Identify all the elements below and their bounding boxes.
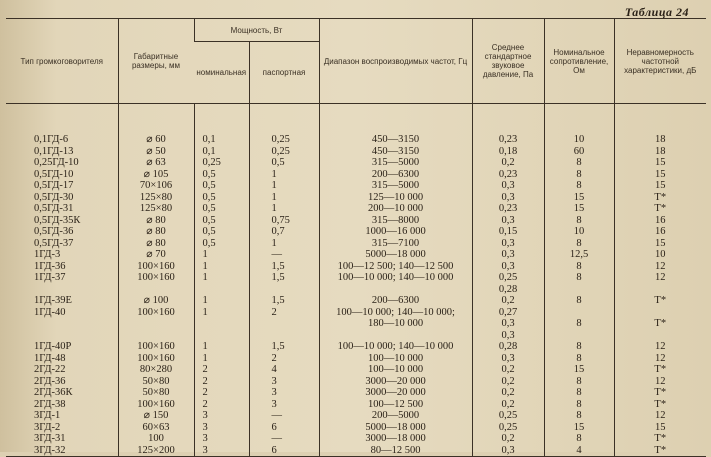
cell-type: 1ГД-48 [34, 352, 66, 364]
cell-sound-pressure: 0,2 [472, 376, 544, 388]
cell-power-passport [249, 284, 319, 296]
cell-type: 2ГД-38 [34, 398, 66, 410]
cell-type: 2ГД-36 [34, 375, 66, 387]
cell-frequency-range: 3000—20 000 [319, 387, 472, 399]
cell-unevenness: 12 [614, 410, 706, 422]
cell-unevenness: 16 [614, 215, 706, 227]
cell-power-passport: 1,5 [249, 295, 319, 307]
cell-power-nominal: 0,1 [194, 146, 249, 158]
cell-power-nominal: 0,25 [194, 157, 249, 169]
header-power-nominal: номинальная [194, 42, 249, 104]
cell-frequency-range: 1000—16 000 [319, 226, 472, 238]
cell-frequency-range: 5000—18 000 [319, 249, 472, 261]
cell-dims: 125×80 [118, 192, 194, 204]
cell-type: 0,25ГД-10 [34, 157, 79, 168]
cell-frequency-range: 100—10 000; 140—10 000 [319, 272, 472, 284]
cell-resistance [544, 284, 614, 296]
cell-unevenness: Т* [614, 192, 706, 204]
table-caption: Таблица 24 [624, 5, 689, 19]
cell-type: 0,5ГД-37 [34, 237, 74, 249]
cell-power-passport: 0,25 [249, 146, 319, 158]
table-row [6, 249, 706, 261]
cell-sound-pressure: 0,2 [472, 295, 544, 307]
cell-sound-pressure: 0,18 [472, 146, 544, 158]
cell-unevenness: 18 [614, 134, 706, 146]
cell-sound-pressure: 0,3 [472, 215, 544, 227]
cell-unevenness: Т* [614, 445, 706, 457]
cell-type: 1ГД-40Р [34, 341, 72, 352]
cell-unevenness: 15 [614, 180, 706, 192]
table-row [6, 284, 706, 296]
cell-frequency-range: 80—12 500 [319, 445, 472, 457]
cell-resistance: 15 [544, 192, 614, 204]
cell-power-passport: 1 [249, 180, 319, 192]
table-row [6, 341, 706, 353]
cell-power-nominal: 1 [194, 249, 249, 261]
cell-frequency-range [319, 330, 472, 342]
cell-power-nominal: 0,5 [194, 169, 249, 181]
cell-power-nominal [194, 330, 249, 342]
cell-resistance: 8 [544, 410, 614, 422]
cell-resistance: 8 [544, 376, 614, 388]
cell-type: 0,5ГД-17 [34, 180, 74, 191]
cell-resistance: 8 [544, 169, 614, 181]
cell-frequency-range: 100—10 000 [319, 364, 472, 376]
cell-type: 0,5ГД-35К [34, 214, 81, 226]
cell-dims: ⌀ 100 [118, 295, 194, 307]
cell-power-nominal: 0,5 [194, 226, 249, 238]
cell-sound-pressure: 0,3 [472, 238, 544, 250]
cell-dims: ⌀ 70 [118, 249, 194, 261]
cell-sound-pressure: 0,25 [472, 410, 544, 422]
cell-resistance: 8 [544, 272, 614, 284]
table-row [6, 238, 706, 250]
cell-resistance: 8 [544, 180, 614, 192]
cell-power-nominal: 2 [194, 387, 249, 399]
table-row [6, 376, 706, 388]
cell-power-passport: 3 [249, 399, 319, 411]
cell-sound-pressure: 0,3 [472, 261, 544, 273]
cell-unevenness [614, 307, 706, 319]
cell-unevenness: Т* [614, 433, 706, 445]
cell-sound-pressure: 0,3 [472, 330, 544, 342]
header-type: Тип громкоговорителя [6, 19, 118, 104]
cell-resistance: 10 [544, 226, 614, 238]
cell-power-nominal: 0,5 [194, 238, 249, 250]
header-power-passport: паспортная [249, 42, 319, 104]
cell-sound-pressure: 0,3 [472, 445, 544, 457]
cell-dims: 100×160 [118, 341, 194, 353]
cell-resistance: 15 [544, 364, 614, 376]
cell-type: 1ГД-3 [34, 249, 61, 260]
cell-type: 0,1ГД-13 [34, 145, 74, 157]
cell-type: 3ГД-1 [34, 410, 61, 421]
cell-power-passport: — [249, 410, 319, 422]
cell-type: 0,1ГД-6 [34, 134, 69, 145]
cell-dims: 100×160 [118, 399, 194, 411]
cell-type: 2ГД-36К [34, 387, 73, 398]
cell-power-nominal: 2 [194, 399, 249, 411]
cell-frequency-range: 200—10 000 [319, 203, 472, 215]
table-row [6, 399, 706, 411]
cell-power-passport: 0,75 [249, 215, 319, 227]
cell-frequency-range: 5000—18 000 [319, 422, 472, 434]
cell-sound-pressure: 0,2 [472, 157, 544, 169]
cell-unevenness: 10 [614, 249, 706, 261]
table-row [6, 203, 706, 215]
cell-power-passport: 1 [249, 203, 319, 215]
cell-frequency-range: 315—5000 [319, 180, 472, 192]
cell-unevenness: 12 [614, 376, 706, 388]
cell-dims: ⌀ 80 [118, 226, 194, 238]
cell-power-nominal [194, 318, 249, 330]
cell-power-passport [249, 318, 319, 330]
cell-frequency-range: 100—12 500; 140—12 500 [319, 261, 472, 273]
cell-dims: 100×160 [118, 307, 194, 319]
spacer-row [6, 104, 706, 135]
cell-unevenness: 15 [614, 169, 706, 181]
cell-dims: ⌀ 80 [118, 215, 194, 227]
cell-dims: 125×80 [118, 203, 194, 215]
cell-frequency-range: 200—6300 [319, 169, 472, 181]
cell-resistance: 60 [544, 146, 614, 158]
cell-resistance [544, 330, 614, 342]
cell-frequency-range: 125—10 000 [319, 192, 472, 204]
cell-frequency-range: 3000—20 000 [319, 376, 472, 388]
table-row [6, 261, 706, 273]
cell-power-passport: 6 [249, 422, 319, 434]
cell-dims: 50×80 [118, 387, 194, 399]
cell-resistance: 8 [544, 387, 614, 399]
cell-dims: 70×106 [118, 180, 194, 192]
cell-frequency-range: 450—3150 [319, 146, 472, 158]
cell-unevenness: 12 [614, 272, 706, 284]
cell-power-passport: 6 [249, 445, 319, 457]
cell-sound-pressure: 0,3 [472, 249, 544, 261]
cell-frequency-range: 100—12 500 [319, 399, 472, 411]
cell-frequency-range: 200—5000 [319, 410, 472, 422]
table-row [6, 134, 706, 146]
cell-type: 1ГД-39Е [34, 295, 72, 306]
cell-resistance: 8 [544, 157, 614, 169]
cell-unevenness: 12 [614, 353, 706, 365]
cell-type: 0,5ГД-10 [34, 168, 74, 180]
cell-power-nominal: 0,5 [194, 203, 249, 215]
cell-power-nominal: 0,5 [194, 215, 249, 227]
cell-power-passport: 3 [249, 376, 319, 388]
cell-sound-pressure: 0,23 [472, 134, 544, 146]
cell-power-nominal: 1 [194, 261, 249, 273]
cell-power-passport: 2 [249, 353, 319, 365]
cell-unevenness: Т* [614, 387, 706, 399]
cell-sound-pressure: 0,3 [472, 192, 544, 204]
cell-power-nominal: 0,5 [194, 180, 249, 192]
cell-dims: 100 [118, 433, 194, 445]
cell-dims: 100×160 [118, 353, 194, 365]
table-row [6, 307, 706, 319]
cell-power-passport: 4 [249, 364, 319, 376]
cell-power-passport: 0,7 [249, 226, 319, 238]
cell-dims: 80×280 [118, 364, 194, 376]
cell-unevenness: 15 [614, 238, 706, 250]
cell-resistance: 8 [544, 295, 614, 307]
cell-type [6, 318, 118, 330]
cell-power-nominal: 1 [194, 341, 249, 353]
cell-power-nominal: 1 [194, 307, 249, 319]
cell-power-nominal: 3 [194, 422, 249, 434]
header-range: Диапазон воспроизводимых частот, Гц [319, 19, 472, 104]
cell-power-passport: 0,25 [249, 134, 319, 146]
table-row [6, 364, 706, 376]
cell-dims [118, 318, 194, 330]
speaker-spec-table [6, 18, 706, 457]
cell-sound-pressure: 0,28 [472, 284, 544, 296]
cell-sound-pressure: 0,25 [472, 272, 544, 284]
cell-resistance: 15 [544, 422, 614, 434]
cell-unevenness: 18 [614, 146, 706, 158]
cell-sound-pressure: 0,25 [472, 422, 544, 434]
header-dims: Габаритные размеры, мм [118, 19, 194, 104]
header-power: Мощность, Вт [194, 19, 319, 42]
cell-frequency-range: 100—10 000 [319, 353, 472, 365]
cell-resistance: 8 [544, 399, 614, 411]
cell-unevenness: 15 [614, 157, 706, 169]
cell-resistance: 8 [544, 215, 614, 227]
header-unevenness: Неравномерность частотной характеристики, дБ [614, 19, 706, 104]
cell-sound-pressure: 0,2 [472, 387, 544, 399]
cell-type: 2ГД-22 [34, 364, 66, 375]
table-row [6, 445, 706, 457]
cell-frequency-range: 180—10 000 [319, 318, 472, 330]
cell-power-passport: 1,5 [249, 341, 319, 353]
cell-power-passport: 1,5 [249, 261, 319, 273]
table-row [6, 318, 706, 330]
cell-type: 0,5ГД-30 [34, 191, 74, 203]
cell-power-passport: 1 [249, 169, 319, 181]
cell-unevenness: 16 [614, 226, 706, 238]
cell-unevenness: 12 [614, 341, 706, 353]
cell-power-nominal: 3 [194, 433, 249, 445]
table-row [6, 433, 706, 445]
cell-sound-pressure: 0,15 [472, 226, 544, 238]
table-row [6, 353, 706, 365]
cell-frequency-range: 3000—18 000 [319, 433, 472, 445]
cell-type: 0,5ГД-36 [34, 226, 74, 237]
cell-resistance: 8 [544, 341, 614, 353]
cell-type [6, 284, 118, 296]
cell-unevenness: Т* [614, 364, 706, 376]
cell-type: 3ГД-2 [34, 421, 61, 433]
cell-dims: ⌀ 63 [118, 157, 194, 169]
cell-power-passport: — [249, 433, 319, 445]
table-body [6, 104, 706, 457]
cell-type: 3ГД-32 [6, 445, 118, 457]
cell-frequency-range: 315—7100 [319, 238, 472, 250]
cell-type [6, 330, 118, 342]
table-row [6, 410, 706, 422]
cell-unevenness: Т* [614, 399, 706, 411]
cell-power-passport: 1 [249, 192, 319, 204]
cell-frequency-range: 100—10 000; 140—10 000 [319, 341, 472, 353]
cell-resistance: 4 [544, 445, 614, 457]
cell-unevenness: Т* [614, 203, 706, 215]
cell-power-nominal: 0,5 [194, 192, 249, 204]
cell-dims: 60×63 [118, 422, 194, 434]
table-row [6, 387, 706, 399]
cell-resistance: 8 [544, 433, 614, 445]
table-row [6, 295, 706, 307]
cell-resistance: 12,5 [544, 249, 614, 261]
cell-dims: ⌀ 105 [118, 169, 194, 181]
cell-frequency-range: 315—8000 [319, 215, 472, 227]
table-row [6, 272, 706, 284]
table-row [6, 330, 706, 342]
cell-power-nominal: 0,1 [194, 134, 249, 146]
cell-sound-pressure: 0,2 [472, 364, 544, 376]
cell-sound-pressure: 0,2 [472, 433, 544, 445]
cell-resistance: 8 [544, 261, 614, 273]
cell-sound-pressure: 0,3 [472, 318, 544, 330]
cell-dims: ⌀ 150 [118, 410, 194, 422]
cell-dims: 100×160 [118, 261, 194, 273]
cell-dims: ⌀ 60 [118, 134, 194, 146]
table-row [6, 215, 706, 227]
cell-frequency-range: 315—5000 [319, 157, 472, 169]
cell-power-passport: — [249, 249, 319, 261]
cell-dims [118, 284, 194, 296]
cell-power-nominal: 3 [194, 445, 249, 457]
cell-type: 3ГД-31 [34, 433, 66, 444]
cell-unevenness [614, 330, 706, 342]
cell-type: 1ГД-36 [34, 260, 66, 272]
cell-power-passport: 3 [249, 387, 319, 399]
cell-frequency-range: 450—3150 [319, 134, 472, 146]
cell-power-nominal: 1 [194, 295, 249, 307]
header-pressure: Среднее стандартное звуковое давление, Па [472, 19, 544, 104]
header-resistance: Номинальное сопротивление, Ом [544, 19, 614, 104]
cell-sound-pressure: 0,2 [472, 399, 544, 411]
table-row [6, 157, 706, 169]
cell-resistance: 10 [544, 134, 614, 146]
cell-dims: ⌀ 50 [118, 146, 194, 158]
cell-power-nominal [194, 284, 249, 296]
cell-power-nominal: 3 [194, 410, 249, 422]
cell-resistance: 8 [544, 238, 614, 250]
cell-sound-pressure: 0,27 [472, 307, 544, 319]
cell-dims: 100×160 [118, 272, 194, 284]
cell-dims [118, 330, 194, 342]
cell-sound-pressure: 0,3 [472, 353, 544, 365]
cell-power-passport: 1 [249, 238, 319, 250]
cell-power-passport: 1,5 [249, 272, 319, 284]
cell-dims: ⌀ 80 [118, 238, 194, 250]
cell-unevenness: 15 [614, 422, 706, 434]
cell-power-nominal: 1 [194, 353, 249, 365]
cell-dims: 50×80 [118, 376, 194, 388]
cell-resistance: 8 [544, 353, 614, 365]
cell-sound-pressure: 0,23 [472, 169, 544, 181]
cell-sound-pressure: 0,23 [472, 203, 544, 215]
cell-type: 1ГД-40 [34, 306, 66, 318]
cell-type: 0,5ГД-31 [34, 203, 74, 214]
cell-type: 1ГД-37 [34, 272, 66, 283]
table-row [6, 226, 706, 238]
table-row [6, 146, 706, 158]
cell-frequency-range: 200—6300 [319, 295, 472, 307]
table-row [6, 192, 706, 204]
cell-unevenness: Т* [614, 318, 706, 330]
cell-power-nominal: 1 [194, 272, 249, 284]
cell-power-passport: 0,5 [249, 157, 319, 169]
cell-frequency-range: 100—10 000; 140—10 000; [319, 307, 472, 319]
table-row [6, 180, 706, 192]
cell-resistance [544, 307, 614, 319]
cell-unevenness [614, 284, 706, 296]
table-row [6, 422, 706, 434]
cell-unevenness: 12 [614, 261, 706, 273]
table-row [6, 169, 706, 181]
cell-power-nominal: 2 [194, 376, 249, 388]
cell-sound-pressure: 0,28 [472, 341, 544, 353]
cell-power-nominal: 2 [194, 364, 249, 376]
cell-resistance: 15 [544, 203, 614, 215]
cell-resistance: 8 [544, 318, 614, 330]
cell-sound-pressure: 0,3 [472, 180, 544, 192]
cell-unevenness: Т* [614, 295, 706, 307]
cell-power-passport [249, 330, 319, 342]
cell-dims: 125×200 [118, 445, 194, 457]
cell-power-passport: 2 [249, 307, 319, 319]
cell-frequency-range [319, 284, 472, 296]
